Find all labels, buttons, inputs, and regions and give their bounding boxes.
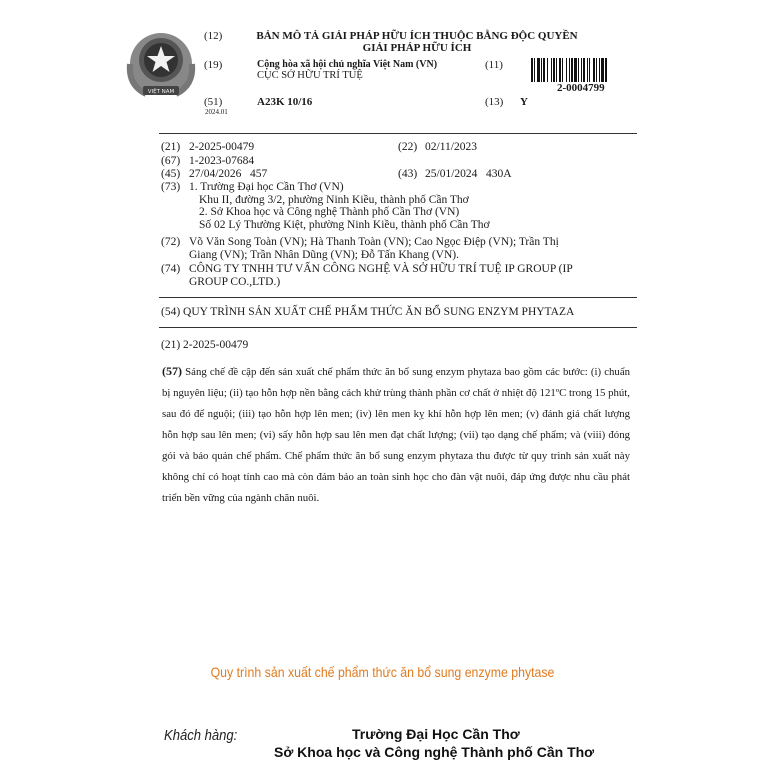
field-21-code-2: (21) [161, 339, 181, 351]
country-name: Cộng hòa xã hội chủ nghĩa Việt Nam (VN) [257, 59, 438, 70]
abstract [162, 361, 630, 509]
code-13: (13) [485, 96, 504, 108]
office-name: CỤC SỞ HỮU TRÍ TUỆ [257, 70, 363, 81]
owner-2-address: Số 02 Lý Thường Kiệt, phường Ninh Kiều, thành phố Cần Thơ [199, 218, 490, 231]
code-19: (19) [204, 59, 223, 71]
field-57-code: (57) [162, 364, 182, 378]
field-67-code: (67) [161, 155, 181, 167]
title-divider [159, 327, 637, 328]
parent-application: 1-2023-07684 [189, 155, 255, 167]
client-name-2: Sở Khoa học và Công nghệ Thành phố Cần Thơ [274, 744, 595, 760]
owner-2: 2. Sở Khoa học và Công nghệ Thành phố Cần Thơ (VN) [199, 206, 460, 218]
invention-title [161, 306, 574, 318]
client-name-1: Trường Đại Học Cần Thơ [352, 726, 520, 742]
owner-1: 1. Trường Đại học Cần Thơ (VN) [189, 181, 344, 193]
code-12: (12) [204, 30, 223, 42]
application-ref-number: 2-2025-00479 [183, 339, 249, 351]
filing-date: 02/11/2023 [425, 141, 477, 153]
field-54-code: (54) [161, 306, 181, 318]
inventors-line1: Võ Văn Song Toàn (VN); Hà Thanh Toàn (VN); Cao Ngọc Điệp (VN); Trần Thị [189, 236, 559, 248]
inventors [189, 236, 559, 261]
owners [189, 181, 490, 231]
document-title-line2: GIẢI PHÁP HỮU ÍCH [362, 42, 472, 54]
agent [189, 263, 573, 288]
field-73-code: (73) [161, 181, 181, 193]
client-label: Khách hàng: [164, 728, 238, 744]
inventors-line2: Giang (VN); Trần Nhân Dũng (VN); Đỗ Tấn Khang (VN). [189, 248, 459, 261]
agent-line1: CÔNG TY TNHH TƯ VẤN CÔNG NGHỆ VÀ SỞ HỮU TRÍ TUỆ IP GROUP (IP [189, 263, 573, 275]
national-emblem-icon [122, 30, 200, 102]
grant-publication: 27/04/2026 457 [189, 168, 268, 180]
emblem-text: VIỆT NAM [147, 89, 175, 95]
field-43-code: (43) [398, 168, 418, 180]
document-title-line1: BẢN MÔ TẢ GIẢI PHÁP HỮU ÍCH THUỘC BẰNG ĐỘC QUYỀN [256, 30, 578, 42]
agent-line2: GROUP CO.,LTD.) [189, 275, 281, 288]
code-11: (11) [485, 59, 503, 71]
field-72-code: (72) [161, 236, 181, 248]
field-22-code: (22) [398, 141, 418, 153]
biblio-divider [159, 297, 637, 298]
abstract-text: Sáng chế đề cập đến sản xuất chế phẩm thức ăn bổ sung enzym phytaza bao gồm các bước: (i) chuẩn bị nguyên liệu; (ii) tạo hỗn hợp nền bằng cách khử trùng thành phần cơ chất ở nhiệt độ 121ºC trong 15 phút, sau đó để nguội; (iii) tạo hỗn hợp lên men; (iv) lên men kỵ khí hỗn hợp lên men; (v) đánh giá chất lượng hỗn hợp sau lên men; (vi) sấy hỗn hợp sau lên men đạt chất lượng; (vii) tạo dạng chế phẩm; và (viii) đóng gói và bảo quản chế phẩm. Chế phẩm thức ăn bổ sung enzym phytaza thu được từ quy trình sản xuất này không chỉ có hoạt tính cao mà còn đảm bảo an toàn sinh học cho đàn vật nuôi, đáp ứng được nhu cầu phát triển bền vững của ngành chăn nuôi. [162, 366, 631, 504]
field-45-code: (45) [161, 168, 181, 180]
document-title [232, 30, 602, 54]
header-divider [159, 133, 637, 134]
application-publication: 25/01/2024 430A [425, 168, 512, 180]
barcode [530, 58, 642, 82]
ipc-year: 2024.01 [205, 108, 228, 116]
document-number: 2-0004799 [557, 82, 605, 94]
application-number: 2-2025-00479 [189, 141, 255, 153]
owner-1-address: Khu II, đường 3/2, phường Ninh Kiều, thành phố Cần Thơ [199, 193, 469, 206]
code-51: (51) [204, 96, 223, 108]
application-ref [161, 339, 248, 351]
field-74-code: (74) [161, 263, 181, 275]
kind-code: Y [520, 96, 528, 108]
product-caption: Quy trình sản xuất chế phẩm thức ăn bổ sung enzyme phytase [210, 664, 555, 680]
ipc-classification: A23K 10/16 [257, 96, 313, 108]
field-21-code: (21) [161, 141, 181, 153]
invention-title-text: QUY TRÌNH SẢN XUẤT CHẾ PHẨM THỨC ĂN BỔ SUNG ENZYM PHYTAZA [183, 306, 575, 318]
